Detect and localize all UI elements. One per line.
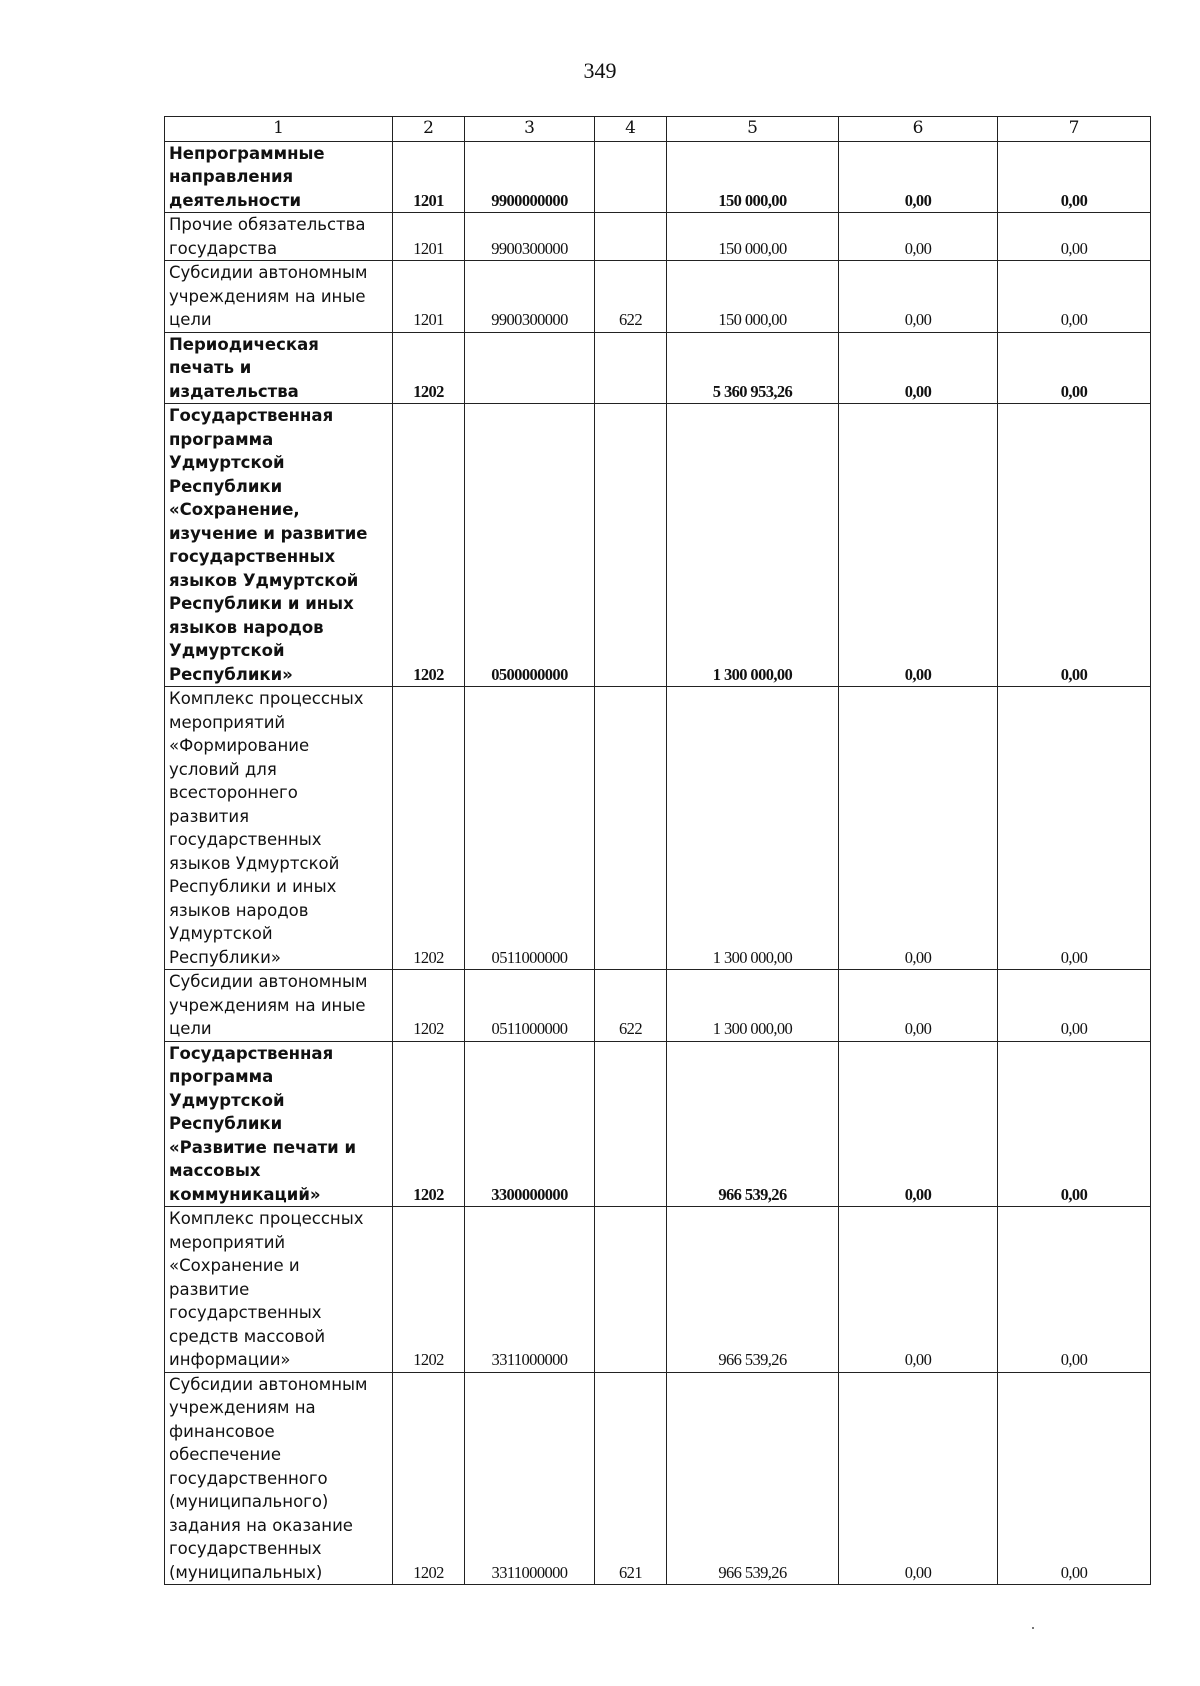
table-row — [165, 1041, 1151, 1207]
row-target-code-cell: 9900300000 — [465, 261, 595, 333]
row-expense-type-cell — [595, 687, 667, 970]
row-target-code-cell — [465, 332, 595, 404]
scan-speck — [1032, 1627, 1034, 1629]
row-col6-cell: 0,00 — [839, 141, 998, 213]
row-amount-cell: 5 360 953,26 — [667, 332, 839, 404]
row-expense-type-cell — [595, 213, 667, 261]
budget-table — [164, 116, 1151, 1585]
row-name-cell: Комплекс процессных мероприятий «Сохранение и развитие государственных средств массовой информации» — [165, 1207, 393, 1373]
row-section-cell: 1201 — [393, 261, 465, 333]
row-col7-cell: 0,00 — [998, 404, 1151, 687]
row-section-cell: 1201 — [393, 213, 465, 261]
row-amount-cell: 966 539,26 — [667, 1207, 839, 1373]
header-row — [165, 117, 1151, 142]
row-name-cell: Государственная программа Удмуртской Республики «Развитие печати и массовых коммуникаций» — [165, 1041, 393, 1207]
row-col6-cell: 0,00 — [839, 213, 998, 261]
row-expense-type-cell — [595, 141, 667, 213]
row-expense-type-cell — [595, 1041, 667, 1207]
row-col6-cell: 0,00 — [839, 404, 998, 687]
row-col6-cell: 0,00 — [839, 332, 998, 404]
row-target-code-cell: 3311000000 — [465, 1207, 595, 1373]
row-col7-cell: 0,00 — [998, 213, 1151, 261]
table-row — [165, 687, 1151, 970]
table-row — [165, 261, 1151, 333]
table-row — [165, 1372, 1151, 1585]
row-target-code-cell: 3311000000 — [465, 1372, 595, 1585]
row-amount-cell: 1 300 000,00 — [667, 404, 839, 687]
column-header: 7 — [998, 117, 1151, 142]
row-name-cell: Комплекс процессных мероприятий «Формирование условий для всестороннего развития государственных языков Удмуртской Республики и иных языков народов Удмуртской Республики» — [165, 687, 393, 970]
row-target-code-cell: 3300000000 — [465, 1041, 595, 1207]
row-section-cell: 1202 — [393, 332, 465, 404]
table-body — [165, 141, 1151, 1585]
row-name-cell: Прочие обязательства государства — [165, 213, 393, 261]
row-name-cell: Субсидии автономным учреждениям на иные цели — [165, 970, 393, 1042]
row-expense-type-cell — [595, 332, 667, 404]
row-col7-cell: 0,00 — [998, 261, 1151, 333]
column-header: 4 — [595, 117, 667, 142]
table-row — [165, 1207, 1151, 1373]
row-expense-type-cell — [595, 1207, 667, 1373]
row-amount-cell: 150 000,00 — [667, 141, 839, 213]
table-row — [165, 213, 1151, 261]
row-expense-type-cell: 622 — [595, 970, 667, 1042]
row-name-cell: Непрограммные направления деятельности — [165, 141, 393, 213]
page-number: 349 — [583, 58, 617, 83]
row-section-cell: 1202 — [393, 1041, 465, 1207]
table-row — [165, 332, 1151, 404]
row-col6-cell: 0,00 — [839, 970, 998, 1042]
row-section-cell: 1202 — [393, 1372, 465, 1585]
row-target-code-cell: 9900300000 — [465, 213, 595, 261]
column-header: 5 — [667, 117, 839, 142]
row-col7-cell: 0,00 — [998, 1041, 1151, 1207]
row-col7-cell: 0,00 — [998, 1372, 1151, 1585]
column-header: 6 — [839, 117, 998, 142]
row-amount-cell: 1 300 000,00 — [667, 687, 839, 970]
row-col7-cell: 0,00 — [998, 332, 1151, 404]
row-target-code-cell: 0511000000 — [465, 970, 595, 1042]
row-section-cell: 1202 — [393, 687, 465, 970]
row-target-code-cell: 9900000000 — [465, 141, 595, 213]
row-amount-cell: 150 000,00 — [667, 213, 839, 261]
row-expense-type-cell: 622 — [595, 261, 667, 333]
row-amount-cell: 1 300 000,00 — [667, 970, 839, 1042]
row-name-cell: Государственная программа Удмуртской Республики «Сохранение, изучение и развитие государственных языков Удмуртской Республики и иных языков народов Удмуртской Республики» — [165, 404, 393, 687]
table-row — [165, 970, 1151, 1042]
column-header: 3 — [465, 117, 595, 142]
row-section-cell: 1202 — [393, 1207, 465, 1373]
row-section-cell: 1202 — [393, 404, 465, 687]
row-col6-cell: 0,00 — [839, 1372, 998, 1585]
row-col7-cell: 0,00 — [998, 970, 1151, 1042]
row-col7-cell: 0,00 — [998, 687, 1151, 970]
row-col6-cell: 0,00 — [839, 1041, 998, 1207]
row-name-cell: Субсидии автономным учреждениям на иные цели — [165, 261, 393, 333]
table-row — [165, 404, 1151, 687]
column-header: 1 — [165, 117, 393, 142]
row-section-cell: 1201 — [393, 141, 465, 213]
row-col6-cell: 0,00 — [839, 261, 998, 333]
column-header: 2 — [393, 117, 465, 142]
table-row — [165, 141, 1151, 213]
row-col6-cell: 0,00 — [839, 687, 998, 970]
row-target-code-cell: 0511000000 — [465, 687, 595, 970]
row-name-cell: Субсидии автономным учреждениям на финансовое обеспечение государственного (муниципального) задания на оказание государственных (муниципальных) — [165, 1372, 393, 1585]
row-target-code-cell: 0500000000 — [465, 404, 595, 687]
row-name-cell: Периодическая печать и издательства — [165, 332, 393, 404]
row-expense-type-cell: 621 — [595, 1372, 667, 1585]
row-section-cell: 1202 — [393, 970, 465, 1042]
row-col7-cell: 0,00 — [998, 141, 1151, 213]
row-amount-cell: 150 000,00 — [667, 261, 839, 333]
row-expense-type-cell — [595, 404, 667, 687]
row-col7-cell: 0,00 — [998, 1207, 1151, 1373]
row-amount-cell: 966 539,26 — [667, 1041, 839, 1207]
row-col6-cell: 0,00 — [839, 1207, 998, 1373]
row-amount-cell: 966 539,26 — [667, 1372, 839, 1585]
